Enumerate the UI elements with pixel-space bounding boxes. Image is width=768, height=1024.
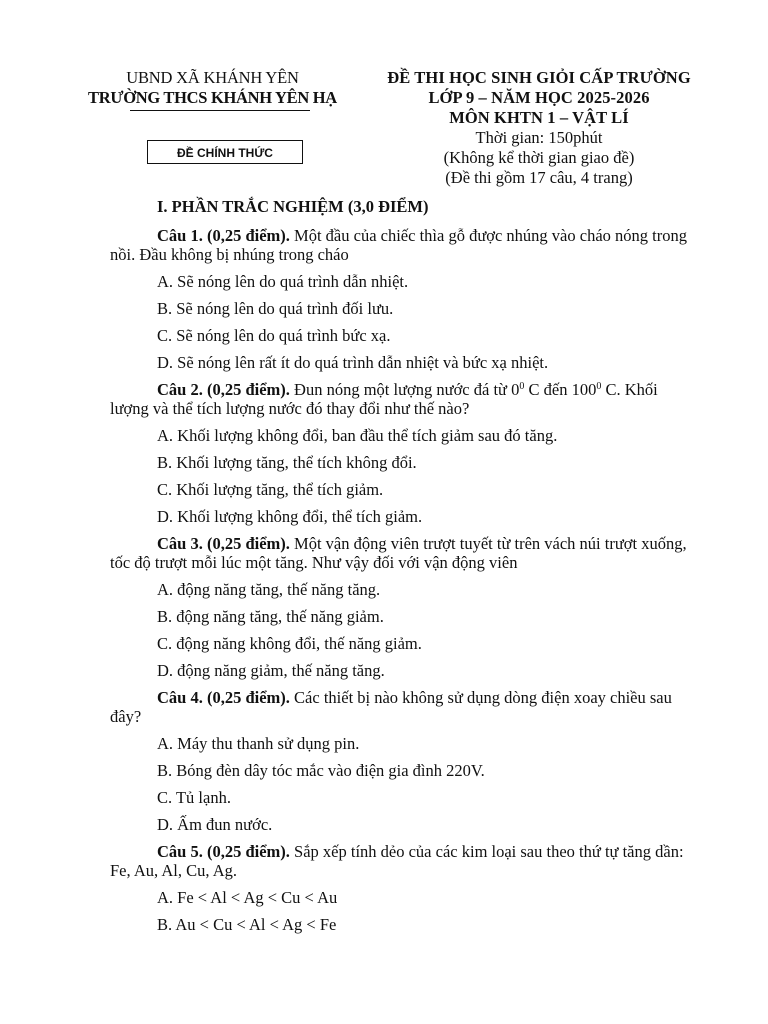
question-3-option-c: C. động năng không đổi, thế năng giảm. [157, 634, 422, 653]
pages-note: (Đề thi gồm 17 câu, 4 trang) [445, 168, 633, 187]
question-4-option-a: A. Máy thu thanh sử dụng pin. [157, 734, 360, 753]
question-5-option-a: A. Fe < Al < Ag < Cu < Au [157, 888, 338, 907]
degree-superscript: 0 [596, 381, 602, 392]
header-left [70, 68, 355, 108]
question-4-option-d: D. Ấm đun nước. [157, 815, 273, 834]
question-text: Một vận động viên trượt tuyết từ trên vách núi trượt xuống, tốc độ trượt mỗi lúc một tăng. Như vậy đối với vận động viên [110, 534, 687, 572]
time-note: (Không kể thời gian giao đề) [443, 148, 635, 167]
question-1-option-a: A. Sẽ nóng lên do quá trình dẫn nhiệt. [157, 272, 409, 291]
subject: MÔN KHTN 1 – VẬT LÍ [449, 108, 629, 127]
school-name: TRƯỜNG THCS KHÁNH YÊN HẠ [88, 87, 337, 107]
school-underline [130, 110, 310, 111]
question-2 [110, 380, 700, 418]
question-2-option-d: D. Khối lượng không đổi, thể tích giảm. [157, 507, 423, 526]
question-3 [110, 534, 700, 572]
question-4 [110, 688, 700, 726]
question-2-option-c: C. Khối lượng tăng, thể tích giảm. [157, 480, 384, 499]
question-3-option-a: A. động năng tăng, thế năng tăng. [157, 580, 381, 599]
question-5 [110, 842, 700, 880]
question-4-option-c: C. Tủ lạnh. [157, 788, 231, 807]
question-5-option-b: B. Au < Cu < Al < Ag < Fe [157, 915, 337, 934]
question-2-option-a: A. Khối lượng không đổi, ban đầu thể tích giảm sau đó tăng. [157, 426, 558, 445]
question-1-option-b: B. Sẽ nóng lên do quá trình đối lưu. [157, 299, 394, 318]
degree-superscript: 0 [519, 381, 525, 392]
question-text-part-b: C đến 100 [524, 380, 597, 399]
question-3-option-d: D. động năng giảm, thế năng tăng. [157, 661, 385, 680]
question-label: Câu 2. (0,25 điểm). [157, 380, 290, 399]
question-text: Một đầu của chiếc thìa gỗ được nhúng vào cháo nóng trong nồi. Đầu không bị nhúng trong cháo [110, 226, 687, 264]
header-right [360, 68, 718, 188]
question-3-option-b: B. động năng tăng, thế năng giảm. [157, 607, 384, 626]
question-text-part-a: Đun nóng một lượng nước đá từ 0 [289, 380, 520, 399]
section-title: I. PHẦN TRẮC NGHIỆM (3,0 ĐIỂM) [157, 197, 429, 216]
question-4-option-b: B. Bóng đèn dây tóc mắc vào điện gia đình 220V. [157, 761, 485, 780]
question-text: Sắp xếp tính dẻo của các kim loại sau theo thứ tự tăng dần: Fe, Au, Al, Cu, Ag. [110, 842, 684, 880]
question-text: Các thiết bị nào không sử dụng dòng điện xoay chiều sau đây? [110, 688, 672, 726]
official-badge: ĐỀ CHÍNH THỨC [147, 140, 303, 164]
question-1-option-c: C. Sẽ nóng lên do quá trình bức xạ. [157, 326, 391, 345]
question-label: Câu 1. (0,25 điểm). [157, 226, 290, 245]
question-label: Câu 5. (0,25 điểm). [157, 842, 290, 861]
exam-time: Thời gian: 150phút [475, 128, 603, 147]
question-text-part-c: C. Khối lượng và thể tích lượng nước đó thay đổi như thế nào? [110, 380, 658, 418]
question-2-option-b: B. Khối lượng tăng, thể tích không đổi. [157, 453, 417, 472]
question-1 [110, 226, 700, 264]
exam-title: ĐỀ THI HỌC SINH GIỎI CẤP TRƯỜNG [387, 68, 691, 87]
question-1-option-d: D. Sẽ nóng lên rất ít do quá trình dẫn nhiệt và bức xạ nhiệt. [157, 353, 549, 372]
org-name: UBND XÃ KHÁNH YÊN [126, 68, 299, 87]
grade-year: LỚP 9 – NĂM HỌC 2025-2026 [428, 88, 650, 107]
question-label: Câu 3. (0,25 điểm). [157, 534, 290, 553]
question-label: Câu 4. (0,25 điểm). [157, 688, 290, 707]
